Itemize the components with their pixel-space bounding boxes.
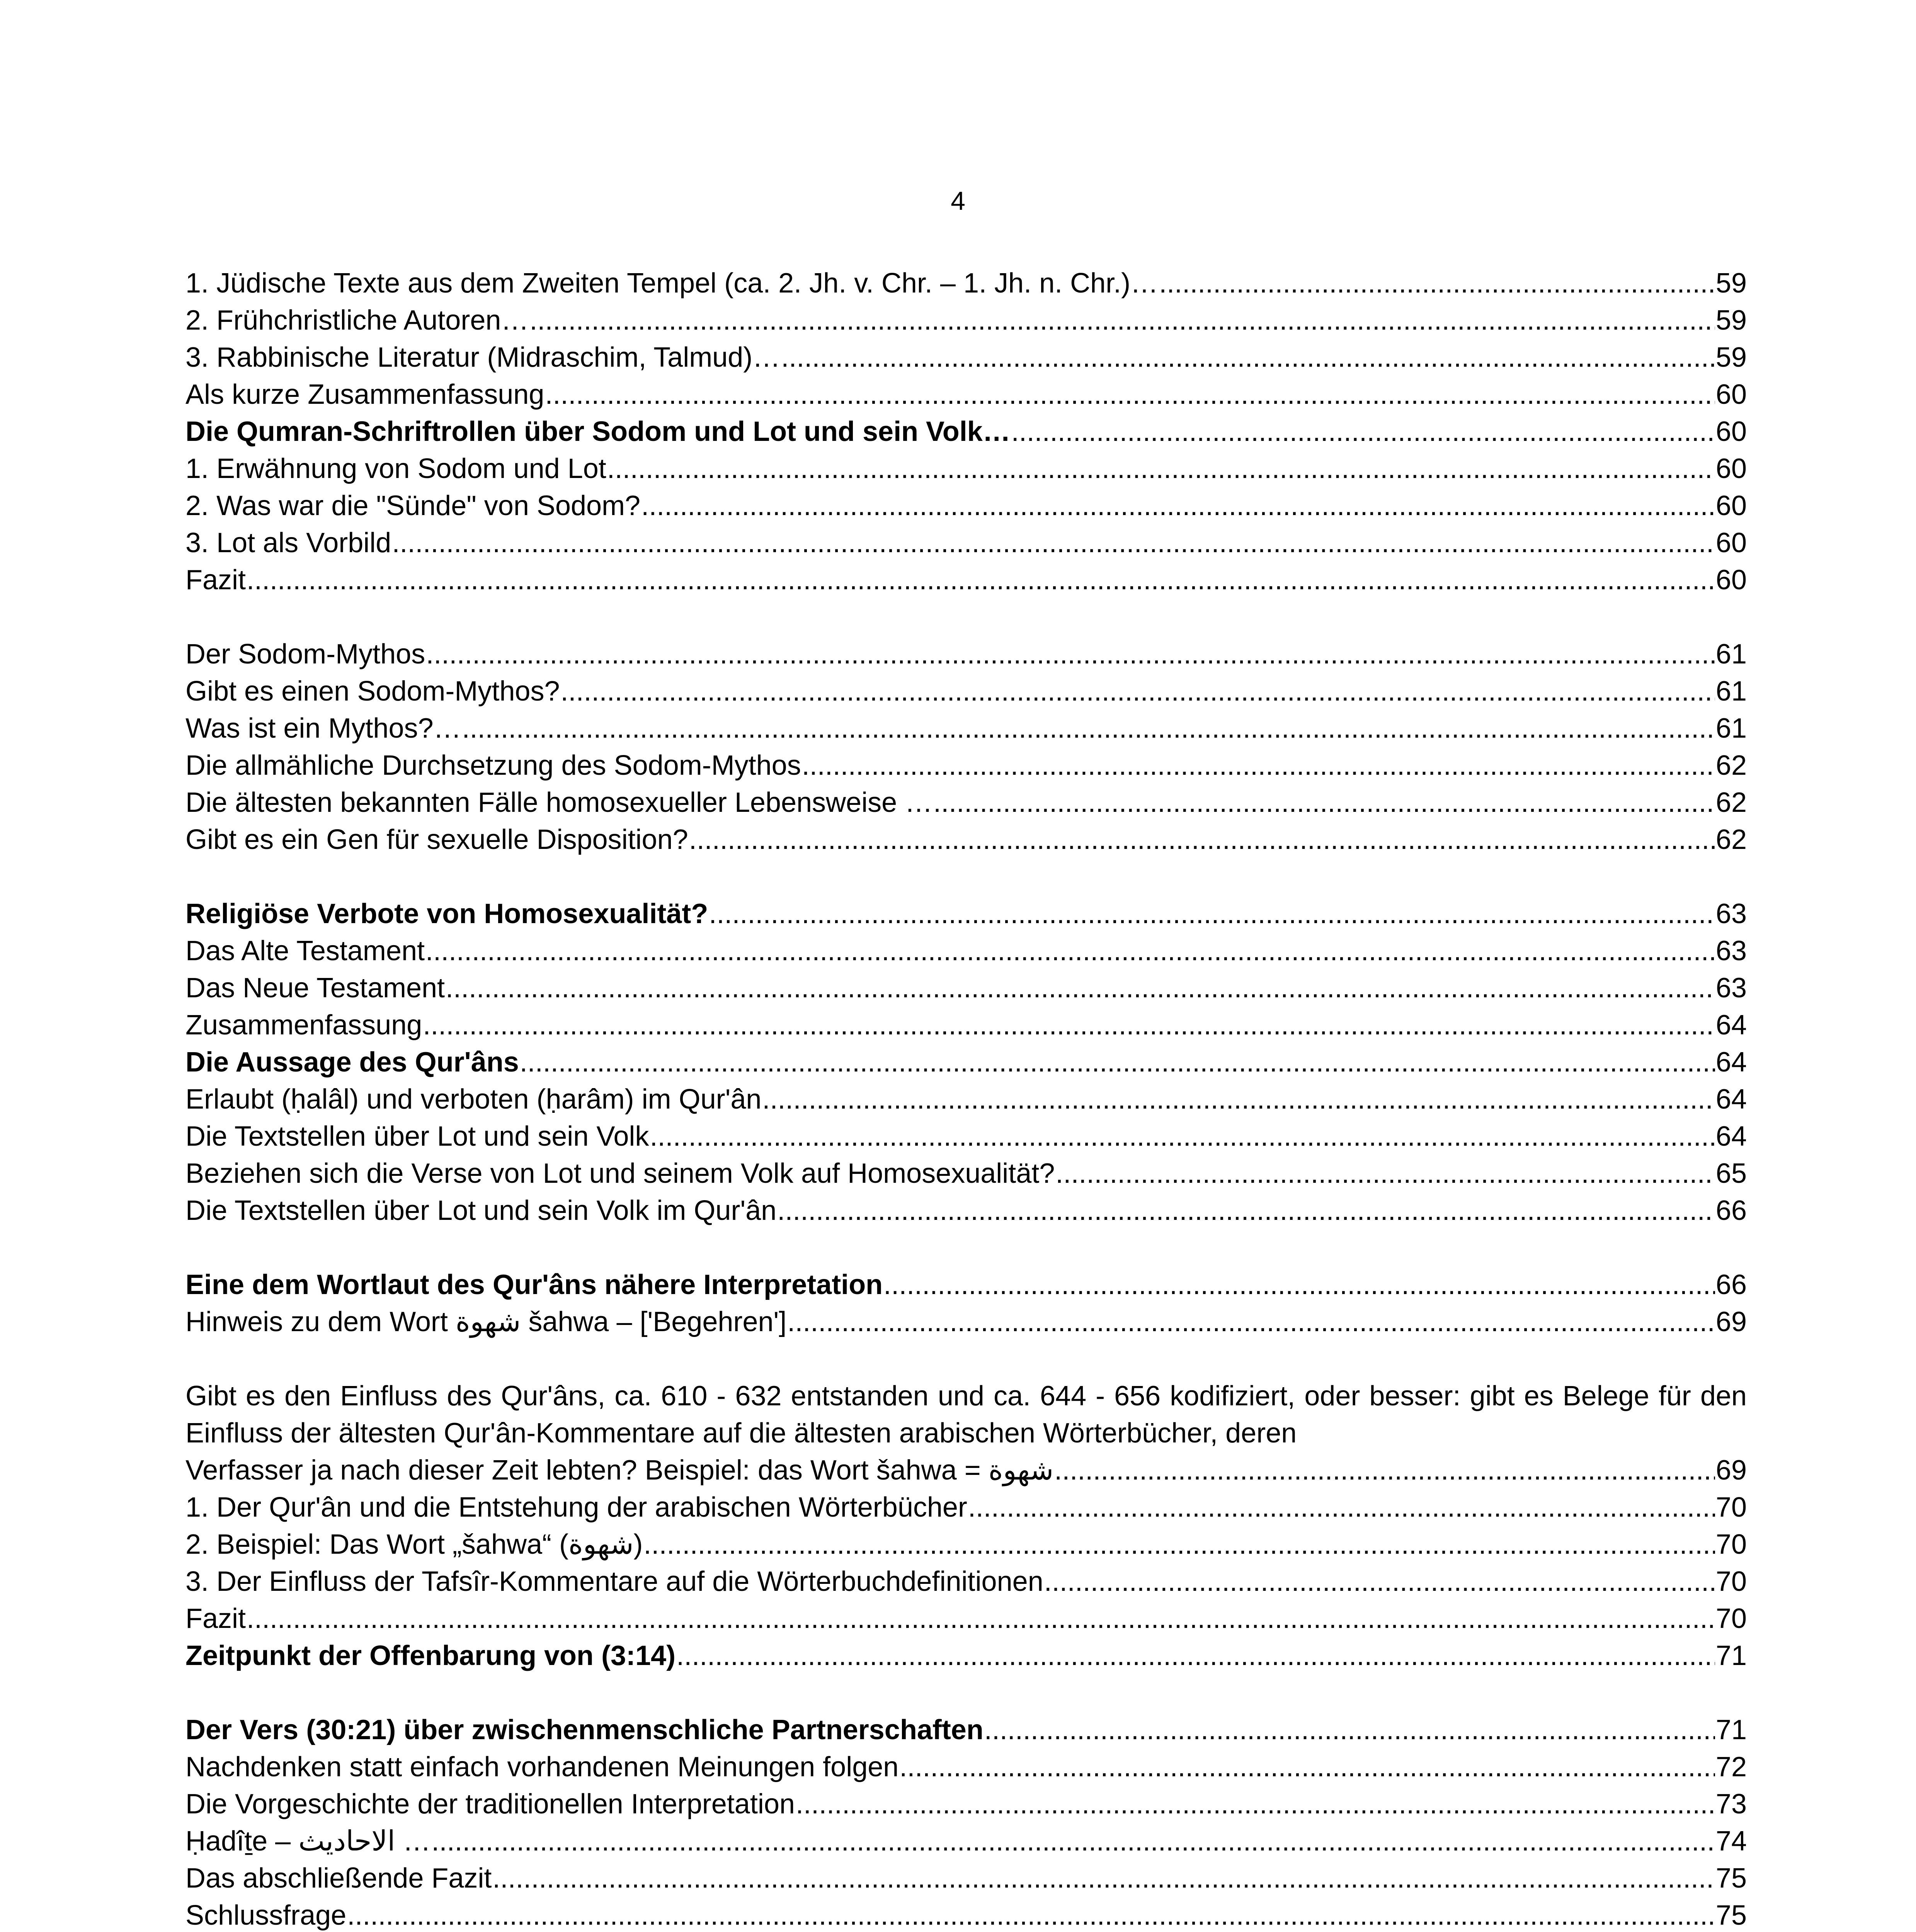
toc-entry[interactable] [185,673,1747,710]
toc-entry-page: 64 [1715,1084,1747,1115]
toc-entry-page: 72 [1715,1752,1747,1782]
toc-entry-title: Nachdenken statt einfach vorhandenen Meinungen folgen [185,1752,899,1782]
toc-entry-page: 62 [1715,787,1747,818]
toc-entry-page: 60 [1715,490,1747,521]
dot-leader [247,561,1715,599]
dot-leader [1055,1155,1715,1192]
toc-entry-page: 63 [1715,973,1747,1003]
dot-leader [802,747,1715,784]
dot-leader [762,1081,1715,1118]
toc-entry-title: Fazit [185,1603,246,1634]
toc-entry-page: 65 [1715,1158,1747,1189]
toc-entry-title: Was ist ein Mythos?… [185,713,461,744]
section-gap [185,858,1747,895]
dot-leader [425,932,1715,969]
toc-entry-title: 2. Was war die "Sünde" von Sodom? [185,490,641,521]
dot-leader [781,339,1715,376]
dot-leader [392,524,1715,561]
toc-entry-title: 1. Erwähnung von Sodom und Lot [185,453,606,484]
toc-entry[interactable] [185,1452,1747,1489]
toc-entry[interactable] [185,1192,1747,1229]
section-gap [185,1674,1747,1711]
dot-leader [984,1711,1715,1748]
toc-paragraph: Gibt es den Einfluss des Qur'âns, ca. 610 - 632 entstanden und ca. 644 - 656 kodifiziert, oder besser: gibt es Belege für den Einfluss der ältesten Qur'ân-Kommentare auf die ältesten arabischen Wörterbücher, deren [185,1381,1747,1449]
dot-leader [650,1118,1715,1155]
dot-leader [787,1303,1715,1340]
toc-entry-title: Ḥadîṯe – الاحاديث … [185,1826,431,1857]
toc-entry-page: 63 [1715,935,1747,966]
toc-entry-page: 59 [1715,305,1747,336]
toc-entry-title: Die Textstellen über Lot und sein Volk im Qur'ân [185,1195,777,1226]
toc-entry-page: 66 [1715,1269,1747,1300]
toc-entry-title: Die allmähliche Durchsetzung des Sodom-Mythos [185,750,801,781]
toc-entry-page: 70 [1715,1492,1747,1523]
section-gap [185,1229,1747,1266]
toc-entry[interactable] [185,1044,1747,1081]
toc-entry[interactable] [185,821,1747,858]
toc-entry[interactable] [185,1118,1747,1155]
toc-entry-page: 71 [1715,1714,1747,1745]
toc-entry-page: 69 [1715,1455,1747,1486]
dot-leader [529,302,1715,339]
toc-entry-page: 60 [1715,565,1747,595]
section-gap [185,1340,1747,1378]
toc-entry-title: Gibt es ein Gen für sexuelle Disposition? [185,824,688,855]
dot-leader [347,1897,1715,1932]
toc-entry[interactable] [185,636,1747,673]
dot-leader [899,1748,1715,1786]
toc-entry-page: 70 [1715,1566,1747,1597]
dot-leader [462,710,1715,747]
dot-leader [446,969,1715,1007]
toc-entry-title: 1. Jüdische Texte aus dem Zweiten Tempel (ca. 2. Jh. v. Chr. – 1. Jh. n. Chr.)… [185,268,1159,299]
toc-entry[interactable] [185,524,1747,561]
dot-leader [1011,413,1715,450]
toc-entry[interactable] [185,561,1747,599]
toc-entry-page: 66 [1715,1195,1747,1226]
toc-entry[interactable] [185,265,1747,302]
toc-entry-title: Das Alte Testament [185,935,425,966]
section-gap [185,599,1747,636]
dot-leader [641,487,1715,524]
toc-entry-title: Eine dem Wortlaut des Qur'âns nähere Interpretation [185,1269,883,1300]
toc-entry[interactable] [185,1007,1747,1044]
toc-entry-page: 61 [1715,713,1747,744]
toc-entry-title: Die ältesten bekannten Fälle homosexueller Lebensweise … [185,787,933,818]
dot-leader [432,1823,1715,1860]
toc-entry[interactable] [185,1081,1747,1118]
toc-entry-title: Das Neue Testament [185,973,445,1003]
dot-leader [968,1489,1715,1526]
toc-entry-page: 69 [1715,1306,1747,1337]
dot-leader [426,636,1715,673]
toc-entry-title: Das abschließende Fazit [185,1863,492,1894]
toc-entry[interactable] [185,969,1747,1007]
toc-entry-title: Religiöse Verbote von Homosexualität? [185,898,708,929]
toc-entry-page: 59 [1715,342,1747,373]
toc-entry-page: 62 [1715,750,1747,781]
toc-entry-title: 3. Rabbinische Literatur (Midraschim, Talmud)… [185,342,781,373]
dot-leader [520,1044,1715,1081]
toc-entry-page: 60 [1715,379,1747,410]
toc-entry-page: 75 [1715,1900,1747,1931]
toc-entry-title: Der Vers (30:21) über zwischenmenschliche Partnerschaften [185,1714,984,1745]
toc-entry-title: Als kurze Zusammenfassung [185,379,545,410]
toc-entry-title: Fazit [185,565,246,595]
toc-entry[interactable] [185,450,1747,487]
table-of-contents [185,265,1747,1932]
toc-entry[interactable] [185,1823,1747,1860]
dot-leader [492,1860,1715,1897]
toc-entry-page: 64 [1715,1047,1747,1078]
toc-entry-title: 1. Der Qur'ân und die Entstehung der arabischen Wörterbücher [185,1492,967,1523]
toc-entry[interactable] [185,1489,1747,1526]
toc-entry[interactable] [185,1526,1747,1563]
toc-entry[interactable] [185,710,1747,747]
dot-leader [1044,1563,1715,1600]
toc-entry[interactable] [185,1266,1747,1303]
toc-entry-title: Zeitpunkt der Offenbarung von (3:14) [185,1640,676,1671]
toc-entry-page: 70 [1715,1529,1747,1560]
dot-leader [247,1600,1715,1637]
dot-leader [643,1526,1715,1563]
toc-entry-page: 60 [1715,416,1747,447]
toc-entry[interactable] [185,784,1747,821]
toc-entry-page: 59 [1715,268,1747,299]
toc-entry-page: 75 [1715,1863,1747,1894]
toc-entry-page: 70 [1715,1603,1747,1634]
toc-entry-title: Die Vorgeschichte der traditionellen Interpretation [185,1789,795,1820]
toc-entry-page: 64 [1715,1010,1747,1041]
page-number: 4 [951,186,965,216]
toc-entry-page: 60 [1715,527,1747,558]
toc-entry[interactable] [185,895,1747,932]
toc-entry[interactable] [185,1303,1747,1340]
toc-entry-page: 61 [1715,676,1747,707]
toc-entry-title: Erlaubt (ḥalâl) und verboten (ḥarâm) im Qur'ân [185,1084,762,1115]
toc-entry-title: Schlussfrage [185,1900,347,1931]
toc-entry[interactable] [185,1897,1747,1932]
dot-leader [883,1266,1715,1303]
dot-leader [689,821,1715,858]
toc-entry-title: Die Qumran-Schriftrollen über Sodom und Lot und sein Volk… [185,416,1011,447]
toc-entry-title: 3. Der Einfluss der Tafsîr-Kommentare auf die Wörterbuchdefinitionen [185,1566,1043,1597]
toc-entry-title: Hinweis zu dem Wort شهوة šahwa – ['Begehren'] [185,1306,787,1337]
toc-entry-page: 73 [1715,1789,1747,1820]
toc-entry[interactable] [185,302,1747,339]
dot-leader [423,1007,1715,1044]
dot-leader [560,673,1715,710]
toc-entry-title: Die Aussage des Qur'âns [185,1047,519,1078]
dot-leader [607,450,1715,487]
toc-entry[interactable] [185,1748,1747,1786]
toc-entry-title: Zusammenfassung [185,1010,422,1041]
toc-entry-page: 63 [1715,898,1747,929]
toc-entry-title: Die Textstellen über Lot und sein Volk [185,1121,649,1152]
dot-leader [545,376,1715,413]
toc-entry-page: 61 [1715,639,1747,670]
toc-entry[interactable] [185,1563,1747,1600]
toc-entry-title: Der Sodom-Mythos [185,639,425,670]
toc-entry[interactable] [185,376,1747,413]
toc-entry-title: Gibt es einen Sodom-Mythos? [185,676,560,707]
toc-entry-page: 60 [1715,453,1747,484]
toc-entry-title: Verfasser ja nach dieser Zeit lebten? Beispiel: das Wort šahwa = شهوة [185,1455,1054,1486]
toc-entry[interactable] [185,1637,1747,1674]
dot-leader [796,1786,1715,1823]
dot-leader [1054,1452,1715,1489]
dot-leader [676,1637,1715,1674]
toc-entry-title: 3. Lot als Vorbild [185,527,391,558]
dot-leader [777,1192,1715,1229]
toc-entry[interactable] [185,1600,1747,1637]
toc-entry-page: 64 [1715,1121,1747,1152]
toc-entry[interactable] [185,339,1747,376]
toc-entry-page: 71 [1715,1640,1747,1671]
toc-entry[interactable] [185,1860,1747,1897]
dot-leader [933,784,1715,821]
toc-entry[interactable] [185,1786,1747,1823]
toc-entry-title: 2. Beispiel: Das Wort „šahwa“ (شهوة) [185,1529,643,1560]
toc-entry-page: 74 [1715,1826,1747,1857]
toc-entry[interactable] [185,747,1747,784]
toc-entry[interactable] [185,1711,1747,1748]
toc-entry-page: 62 [1715,824,1747,855]
dot-leader [1159,265,1715,302]
toc-entry[interactable] [185,1155,1747,1192]
dot-leader [709,895,1715,932]
toc-entry-title: 2. Frühchristliche Autoren… [185,305,529,336]
toc-entry[interactable] [185,413,1747,450]
toc-entry[interactable] [185,932,1747,969]
toc-entry[interactable] [185,487,1747,524]
toc-entry-title: Beziehen sich die Verse von Lot und seinem Volk auf Homosexualität? [185,1158,1055,1189]
